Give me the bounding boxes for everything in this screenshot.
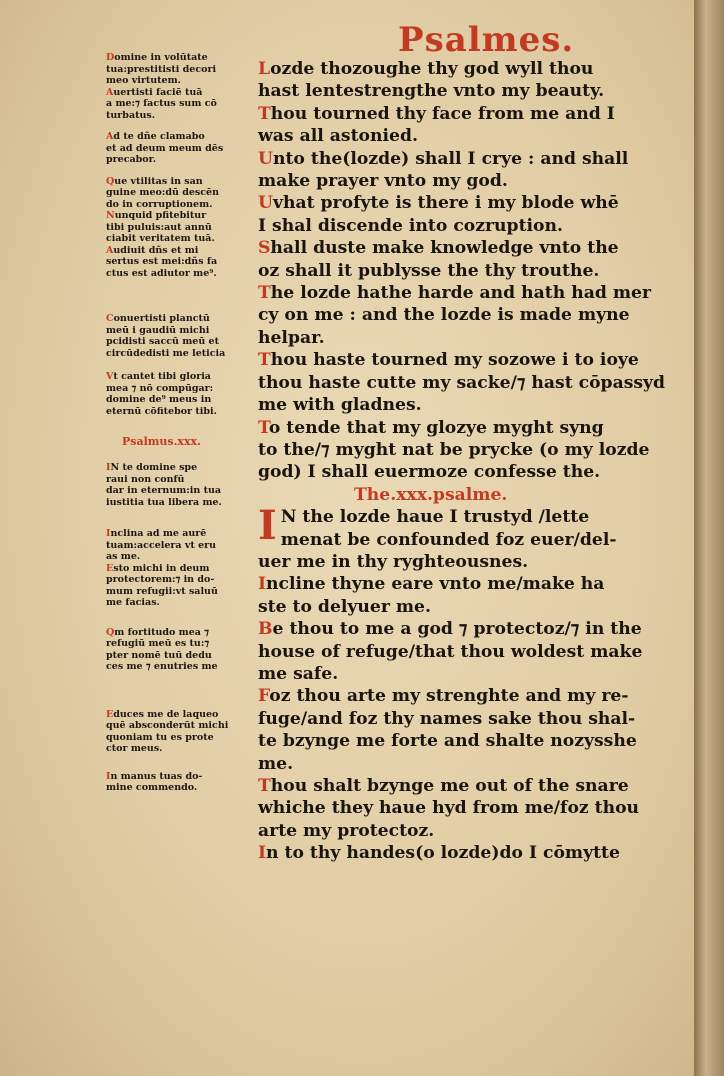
rubric-initial: E bbox=[106, 562, 114, 574]
verse-text: hou shalt bzynge me out of the snare bbox=[270, 776, 629, 796]
latin-gloss-text: et ad deum meum dēs bbox=[106, 142, 224, 154]
latin-gloss-block bbox=[106, 563, 246, 609]
verse-line bbox=[258, 573, 684, 595]
latin-gloss-line bbox=[106, 497, 246, 509]
verse-text: he lozde hathe harde and hath had mer bbox=[270, 283, 652, 304]
latin-gloss-line bbox=[106, 574, 246, 586]
latin-gloss-text: eternū cōfitebor tibi. bbox=[106, 405, 217, 417]
latin-gloss-line bbox=[106, 709, 246, 721]
latin-gloss-text: tuam:accelera vt eru bbox=[106, 539, 217, 551]
latin-gloss-line bbox=[106, 551, 246, 563]
latin-gloss-line bbox=[106, 540, 246, 552]
verse-line bbox=[258, 282, 684, 304]
verse-text: fuge/and foz thy names sake thou shal- bbox=[258, 708, 636, 729]
verse-line bbox=[258, 685, 684, 707]
latin-gloss-text: ue vtilitas in san bbox=[114, 175, 203, 187]
verse-line bbox=[258, 797, 684, 819]
verse-line bbox=[258, 170, 684, 192]
latin-gloss-text: uertisti faciē tuā bbox=[113, 86, 203, 98]
verse-line bbox=[258, 349, 684, 371]
rubric-initial: E bbox=[106, 708, 114, 720]
latin-gloss-block bbox=[106, 87, 246, 122]
latin-gloss-line bbox=[106, 199, 246, 211]
rubric-initial: S bbox=[258, 238, 271, 259]
latin-gloss-text: pter nomē tuū dedu bbox=[106, 649, 212, 661]
latin-gloss-line bbox=[106, 222, 246, 234]
verse bbox=[258, 842, 684, 864]
latin-gloss-block bbox=[106, 313, 246, 359]
verse bbox=[258, 618, 684, 685]
verse bbox=[258, 775, 684, 842]
verse-line bbox=[258, 103, 684, 125]
latin-gloss-text: me facias. bbox=[106, 597, 160, 608]
latin-gloss-block bbox=[106, 771, 246, 794]
latin-gloss-line bbox=[106, 210, 246, 222]
decorated-initial: I bbox=[258, 502, 277, 550]
verse bbox=[258, 58, 684, 103]
latin-gloss-line bbox=[106, 245, 246, 257]
latin-gloss-line bbox=[106, 233, 246, 245]
rubric-initial: I bbox=[258, 574, 267, 595]
latin-gloss-text: quē absconderūt michi bbox=[106, 720, 229, 731]
verse-text: thou haste cutte my sacke/⁊ hast cōpassyd bbox=[258, 372, 666, 393]
latin-gloss-text: sertus est mei:dñs fa bbox=[106, 256, 218, 267]
rubric-initial: U bbox=[258, 148, 273, 169]
verse-text: oz shall it publysse the thy trouthe. bbox=[258, 260, 600, 281]
verse bbox=[258, 148, 684, 193]
rubric-initial: V bbox=[106, 371, 114, 382]
latin-gloss-line bbox=[106, 87, 246, 99]
latin-gloss-line bbox=[106, 98, 246, 110]
verse-line bbox=[258, 708, 684, 730]
rubric-initial: I bbox=[106, 528, 111, 539]
verse-text: hast lentestrengthe vnto my beauty. bbox=[258, 81, 605, 102]
rubric-initial: A bbox=[106, 244, 114, 256]
latin-gloss-text: raui non confū bbox=[106, 473, 185, 485]
verse-text: hou haste tourned my sozowe i to ioye bbox=[270, 350, 639, 371]
verse-text: te bzynge me forte and shalte nozysshe bbox=[258, 731, 637, 752]
latin-gloss-text: ctus est adiutor me⁹. bbox=[106, 267, 217, 279]
latin-gloss-block bbox=[106, 176, 246, 211]
book-binding-edge bbox=[694, 0, 724, 1076]
latin-gloss-line bbox=[106, 586, 246, 598]
latin-gloss-line bbox=[106, 597, 246, 609]
rubric-initial: T bbox=[258, 283, 271, 304]
latin-gloss-line bbox=[106, 176, 246, 188]
rubric-initial: B bbox=[258, 619, 273, 640]
verse-line bbox=[258, 820, 684, 842]
latin-gloss-text: meū i gaudiū michi bbox=[106, 324, 210, 336]
latin-gloss-line bbox=[106, 771, 246, 783]
verse-text: cy on me : and the lozde is made myne bbox=[258, 305, 630, 326]
latin-gloss-text: domine de⁹ meus in bbox=[106, 394, 212, 405]
latin-gloss-text: guine meo:dū descēn bbox=[106, 187, 219, 198]
rubric-initial: T bbox=[258, 103, 271, 124]
latin-gloss-text: meo virtutem. bbox=[106, 75, 181, 86]
verse-line bbox=[258, 641, 684, 663]
verse-line bbox=[258, 842, 684, 864]
latin-gloss-line bbox=[106, 743, 246, 755]
latin-gloss-line bbox=[106, 732, 246, 744]
verse-line bbox=[258, 753, 684, 775]
latin-gloss-line bbox=[106, 75, 246, 87]
verse-text: god) I shall euermoze confesse the. bbox=[258, 462, 601, 483]
latin-gloss-text: mea ⁊ nō compūgar: bbox=[106, 382, 214, 394]
latin-gloss-line bbox=[106, 406, 246, 418]
verse-text: hall duste make knowledge vnto the bbox=[270, 238, 619, 259]
verse bbox=[258, 573, 684, 618]
verse-line bbox=[258, 529, 684, 551]
verse-text: make prayer vnto my god. bbox=[258, 171, 508, 192]
verse-line bbox=[258, 596, 684, 618]
verse-text: I shal discende into cozruption. bbox=[258, 215, 563, 236]
latin-gloss-line bbox=[106, 782, 246, 794]
latin-gloss-line bbox=[106, 528, 246, 540]
verse bbox=[258, 237, 684, 282]
verse-line bbox=[258, 439, 684, 461]
verse-line bbox=[258, 775, 684, 797]
verse-text: ste to delyuer me. bbox=[258, 596, 431, 617]
verse-text: oz thou arte my strenghte and my re- bbox=[269, 686, 629, 707]
verse bbox=[258, 349, 684, 416]
verse-line bbox=[258, 192, 684, 214]
latin-gloss-line bbox=[106, 268, 246, 280]
rubric-initial: A bbox=[106, 131, 114, 142]
latin-gloss-text: nclina ad me aurē bbox=[110, 528, 207, 539]
latin-gloss-line bbox=[106, 256, 246, 268]
verse-line bbox=[258, 80, 684, 102]
latin-gloss-text: ciabit veritatem tuā. bbox=[106, 233, 215, 244]
latin-gloss-line bbox=[106, 474, 246, 486]
latin-gloss-line bbox=[106, 154, 246, 166]
latin-gloss-block bbox=[106, 709, 246, 755]
verse-line bbox=[258, 304, 684, 326]
verse-text: menat be confounded foz euer/del- bbox=[280, 529, 617, 550]
rubric-initial: Q bbox=[106, 175, 115, 187]
verse-text: n to thy handes(o lozde)do I cōmytte bbox=[266, 843, 620, 864]
latin-gloss-text: duces me de laqueo bbox=[113, 708, 219, 720]
verse-line bbox=[258, 125, 684, 147]
verse-text: uer me in thy ryghteousnes. bbox=[258, 551, 529, 572]
verse-text: o tende that my glozye myght syng bbox=[268, 417, 604, 438]
latin-gloss-line bbox=[106, 394, 246, 406]
latin-gloss-line bbox=[106, 661, 246, 673]
rubric-initial: A bbox=[106, 86, 114, 98]
verse-text: me with gladnes. bbox=[258, 395, 422, 416]
verse-line bbox=[258, 551, 684, 573]
latin-gloss-line bbox=[106, 336, 246, 348]
latin-gloss-text: tibi puluis:aut annū bbox=[106, 221, 212, 233]
latin-gloss-text: as me. bbox=[106, 551, 141, 562]
latin-gloss-block bbox=[106, 245, 246, 280]
latin-gloss-text: mine commendo. bbox=[106, 782, 198, 793]
verse-text: vhat profyte is there i my blode whē bbox=[273, 193, 619, 214]
verse-line bbox=[258, 417, 684, 439]
verse bbox=[258, 685, 684, 775]
rubric-initial: I bbox=[258, 843, 267, 864]
verse-text: me. bbox=[258, 753, 294, 774]
latin-gloss-text: t cantet tibi gloria bbox=[113, 371, 211, 382]
verse-text: arte my protectoz. bbox=[258, 820, 435, 841]
latin-gloss-line bbox=[106, 383, 246, 395]
latin-gloss-text: n manus tuas do- bbox=[110, 770, 203, 782]
verse-text: was all astonied. bbox=[258, 126, 418, 147]
latin-gloss-line bbox=[106, 485, 246, 497]
verse bbox=[258, 282, 684, 349]
latin-gloss-text: protectorem:⁊ in do- bbox=[106, 574, 215, 585]
latin-gloss-block bbox=[106, 210, 246, 245]
latin-gloss-line bbox=[106, 462, 246, 474]
rubric-initial: T bbox=[258, 350, 271, 371]
latin-gloss-text: precabor. bbox=[106, 154, 157, 165]
latin-gloss-block bbox=[106, 462, 246, 508]
verse-text: e thou to me a god ⁊ protectoz/⁊ in the bbox=[272, 619, 642, 640]
latin-gloss-line bbox=[106, 52, 246, 64]
verse-text: house of refuge/that thou woldest make bbox=[258, 641, 643, 662]
rubric-initial: L bbox=[258, 59, 271, 79]
verse-text: N the lozde haue I trustyd /lette bbox=[280, 507, 590, 528]
latin-gloss-text: quoniam tu es prote bbox=[106, 731, 214, 743]
latin-gloss-line bbox=[106, 720, 246, 732]
latin-gloss-line bbox=[106, 563, 246, 575]
latin-gloss-text: onuertisti planctū bbox=[113, 313, 210, 324]
verse bbox=[258, 417, 684, 484]
latin-gloss-text: N te domine spe bbox=[110, 462, 198, 473]
latin-margin-column bbox=[106, 52, 246, 794]
verse-line bbox=[258, 663, 684, 685]
latin-gloss-text: a me:⁊ factus sum cō bbox=[106, 98, 217, 109]
latin-gloss-line bbox=[106, 638, 246, 650]
latin-gloss-text: d te dñe clamabo bbox=[113, 131, 205, 142]
latin-gloss-text: turbatus. bbox=[106, 109, 156, 121]
latin-gloss-block bbox=[106, 371, 246, 417]
rubric-initial: C bbox=[106, 313, 114, 324]
verse-text: ncline thyne eare vnto me/make ha bbox=[266, 574, 605, 595]
latin-gloss-text: unquid pfitebitur bbox=[114, 210, 207, 221]
verse bbox=[258, 192, 684, 237]
latin-gloss-line bbox=[106, 348, 246, 360]
latin-gloss-line bbox=[106, 187, 246, 199]
verse-line bbox=[258, 237, 684, 259]
verse-text: ozde thozoughe thy god wyll thou bbox=[270, 59, 594, 79]
latin-gloss-text: omine in volūtate bbox=[114, 52, 208, 63]
verse-line bbox=[258, 58, 684, 80]
rubric-initial: D bbox=[106, 52, 115, 63]
verse-text: helpar. bbox=[258, 327, 325, 348]
latin-gloss-line bbox=[106, 325, 246, 337]
rubric-initial: I bbox=[106, 770, 111, 782]
rubric-initial: N bbox=[106, 210, 115, 221]
latin-gloss-text: ces me ⁊ enutries me bbox=[106, 661, 218, 672]
latin-gloss-block bbox=[106, 52, 246, 87]
verse-text: hou tourned thy face from me and I bbox=[270, 103, 615, 124]
latin-gloss-text: ctor meus. bbox=[106, 743, 163, 754]
verse-line bbox=[258, 260, 684, 282]
verse-line bbox=[258, 730, 684, 752]
verse-line bbox=[258, 327, 684, 349]
latin-gloss-text: tua:prestitisti decori bbox=[106, 63, 217, 75]
english-text-column bbox=[258, 58, 684, 865]
latin-gloss-text: udiuit dñs et mi bbox=[113, 244, 199, 256]
latin-gloss-text: m fortitudo mea ⁊ bbox=[114, 626, 209, 638]
latin-gloss-text: mum refugii:vt saluū bbox=[106, 585, 218, 597]
verse-line bbox=[258, 394, 684, 416]
latin-gloss-line bbox=[106, 64, 246, 76]
rubric-initial: T bbox=[258, 776, 271, 796]
psalm-heading: The.xxx.psalme. bbox=[354, 484, 508, 505]
latin-gloss-text: iustitia tua libera me. bbox=[106, 496, 222, 508]
latin-gloss-block bbox=[106, 528, 246, 563]
rubric-initial: F bbox=[258, 686, 270, 707]
rubric-initial: Q bbox=[106, 626, 115, 638]
latin-gloss-line bbox=[106, 627, 246, 639]
verse-line bbox=[258, 215, 684, 237]
verse bbox=[258, 103, 684, 148]
latin-gloss-text: circūdedisti me leticia bbox=[106, 347, 226, 359]
latin-gloss-text: sto michi in deum bbox=[113, 562, 210, 574]
rubric-initial: T bbox=[258, 417, 269, 438]
running-head: Psalmes. bbox=[398, 20, 575, 60]
latin-gloss-text: dar in eternum:in tua bbox=[106, 485, 222, 496]
rubric-initial: I bbox=[106, 462, 111, 473]
margin-psalm-heading: Psalmus.xxx. bbox=[122, 435, 201, 448]
rubric-initial: U bbox=[258, 193, 273, 214]
latin-gloss-line bbox=[106, 143, 246, 155]
latin-gloss-line bbox=[106, 110, 246, 122]
verse-text: to the/⁊ myght nat be prycke (o my lozde bbox=[258, 439, 650, 460]
latin-gloss-text: pcidisti saccū meū et bbox=[106, 336, 219, 347]
latin-gloss-text: refugiū meū es tu:⁊ bbox=[106, 638, 210, 649]
verse-text: whiche they haue hyd from me/foz thou bbox=[258, 798, 640, 819]
latin-gloss-line bbox=[106, 371, 246, 383]
latin-gloss-line bbox=[106, 650, 246, 662]
latin-gloss-block bbox=[106, 131, 246, 166]
latin-gloss-line bbox=[106, 131, 246, 143]
verse-text: nto the(lozde) shall I crye : and shall bbox=[273, 148, 629, 169]
verse bbox=[258, 502, 684, 573]
latin-gloss-block bbox=[106, 627, 246, 673]
latin-gloss-line bbox=[106, 313, 246, 325]
verse-line bbox=[258, 148, 684, 170]
verse-line bbox=[258, 372, 684, 394]
verse-line bbox=[258, 618, 684, 640]
verse-line bbox=[258, 461, 684, 483]
latin-gloss-text: do in corruptionem. bbox=[106, 198, 213, 210]
verse-text: me safe. bbox=[258, 663, 339, 684]
